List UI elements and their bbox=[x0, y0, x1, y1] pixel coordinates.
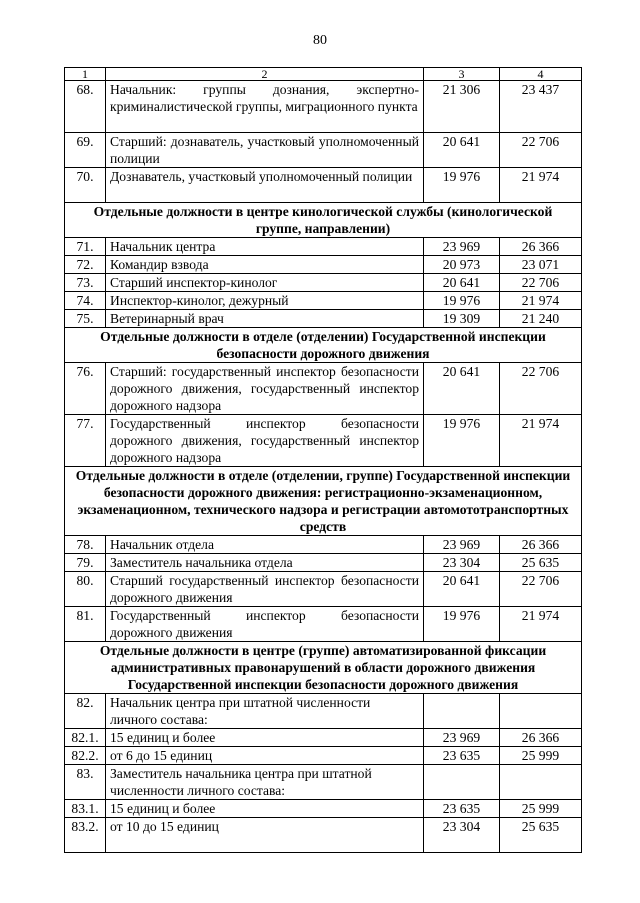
table-row bbox=[65, 729, 582, 747]
table-row bbox=[65, 800, 582, 818]
salary-value-1: 20 641 bbox=[424, 274, 500, 292]
position-name: Старший: дознаватель, участковый уполномоченный полиции bbox=[106, 133, 424, 168]
salary-value-1: 23 969 bbox=[424, 238, 500, 256]
salary-value-2 bbox=[500, 694, 582, 729]
table-row bbox=[65, 765, 582, 800]
section-title: Отдельные должности в центре (группе) автоматизированной фиксации административных правонарушений в области дорожного движения Государственной инспекции безопасности дорожного движения bbox=[65, 642, 582, 694]
salary-value-1: 19 309 bbox=[424, 310, 500, 328]
row-number: 82.2. bbox=[65, 747, 106, 765]
salary-value-2: 22 706 bbox=[500, 133, 582, 168]
row-number: 71. bbox=[65, 238, 106, 256]
section-header-row bbox=[65, 203, 582, 238]
table-row bbox=[65, 274, 582, 292]
page-number: 80 bbox=[313, 33, 327, 48]
row-number: 77. bbox=[65, 415, 106, 467]
salary-value-2: 23 437 bbox=[500, 81, 582, 133]
salary-value-1: 23 304 bbox=[424, 818, 500, 853]
position-name: Государственный инспектор безопасности дорожного движения bbox=[106, 607, 424, 642]
table-row bbox=[65, 310, 582, 328]
table-row bbox=[65, 168, 582, 203]
position-name: от 6 до 15 единиц bbox=[106, 747, 424, 765]
row-number: 81. bbox=[65, 607, 106, 642]
position-name: 15 единиц и более bbox=[106, 800, 424, 818]
position-name: Старший государственный инспектор безопасности дорожного движения bbox=[106, 572, 424, 607]
header-col-2: 2 bbox=[106, 68, 424, 81]
salary-value-1: 19 976 bbox=[424, 168, 500, 203]
salary-value-2: 25 999 bbox=[500, 747, 582, 765]
position-name: Начальник центра bbox=[106, 238, 424, 256]
row-number: 83.1. bbox=[65, 800, 106, 818]
row-number: 75. bbox=[65, 310, 106, 328]
salary-value-2: 26 366 bbox=[500, 729, 582, 747]
section-header-row bbox=[65, 467, 582, 536]
position-name: Начальник центра при штатной численности личного состава: bbox=[106, 694, 424, 729]
salary-value-1: 19 976 bbox=[424, 292, 500, 310]
section-header-row bbox=[65, 328, 582, 363]
salary-value-2: 22 706 bbox=[500, 274, 582, 292]
salary-table bbox=[64, 67, 582, 853]
salary-value-1 bbox=[424, 765, 500, 800]
salary-value-1: 19 976 bbox=[424, 607, 500, 642]
position-name: Заместитель начальника центра при штатной численности личного состава: bbox=[106, 765, 424, 800]
salary-value-1: 21 306 bbox=[424, 81, 500, 133]
position-name: 15 единиц и более bbox=[106, 729, 424, 747]
row-number: 78. bbox=[65, 536, 106, 554]
table-row bbox=[65, 256, 582, 274]
row-number: 68. bbox=[65, 81, 106, 133]
row-number: 83.2. bbox=[65, 818, 106, 853]
row-number: 76. bbox=[65, 363, 106, 415]
table-row bbox=[65, 554, 582, 572]
table-row bbox=[65, 536, 582, 554]
salary-value-1: 19 976 bbox=[424, 415, 500, 467]
salary-value-2 bbox=[500, 765, 582, 800]
table-row bbox=[65, 81, 582, 133]
table-row bbox=[65, 133, 582, 168]
section-header-row bbox=[65, 642, 582, 694]
position-name: Дознаватель, участковый уполномоченный полиции bbox=[106, 168, 424, 203]
salary-value-1: 23 635 bbox=[424, 800, 500, 818]
salary-value-1: 23 969 bbox=[424, 536, 500, 554]
table-row bbox=[65, 363, 582, 415]
row-number: 82. bbox=[65, 694, 106, 729]
salary-value-2: 25 635 bbox=[500, 554, 582, 572]
table-row bbox=[65, 572, 582, 607]
position-name: Командир взвода bbox=[106, 256, 424, 274]
salary-value-2: 21 974 bbox=[500, 607, 582, 642]
table-row bbox=[65, 607, 582, 642]
salary-value-1: 20 973 bbox=[424, 256, 500, 274]
table-row bbox=[65, 747, 582, 765]
position-name: Старший: государственный инспектор безопасности дорожного движения, государственный инспектор дорожного надзора bbox=[106, 363, 424, 415]
row-number: 80. bbox=[65, 572, 106, 607]
section-title: Отдельные должности в центре кинологической службы (кинологической группе, направлении) bbox=[65, 203, 582, 238]
row-number: 70. bbox=[65, 168, 106, 203]
section-title: Отдельные должности в отделе (отделении) Государственной инспекции безопасности дорожного движения bbox=[65, 328, 582, 363]
salary-value-1: 23 304 bbox=[424, 554, 500, 572]
position-name: Заместитель начальника отдела bbox=[106, 554, 424, 572]
table-row bbox=[65, 694, 582, 729]
salary-value-2: 26 366 bbox=[500, 536, 582, 554]
salary-value-2: 21 974 bbox=[500, 292, 582, 310]
table-row bbox=[65, 415, 582, 467]
header-col-4: 4 bbox=[500, 68, 582, 81]
row-number: 69. bbox=[65, 133, 106, 168]
section-title: Отдельные должности в отделе (отделении, группе) Государственной инспекции безопасности дорожного движения: регистрационно-экзаменационном, экзаменационном, технического надзора и регистрации автомототранспортных средств bbox=[65, 467, 582, 536]
salary-value-2: 25 635 bbox=[500, 818, 582, 853]
row-number: 82.1. bbox=[65, 729, 106, 747]
row-number: 72. bbox=[65, 256, 106, 274]
salary-value-1: 20 641 bbox=[424, 363, 500, 415]
salary-value-2: 22 706 bbox=[500, 363, 582, 415]
salary-value-1: 20 641 bbox=[424, 133, 500, 168]
salary-value-1 bbox=[424, 694, 500, 729]
row-number: 79. bbox=[65, 554, 106, 572]
position-name: от 10 до 15 единиц bbox=[106, 818, 424, 853]
header-col-3: 3 bbox=[424, 68, 500, 81]
position-name: Ветеринарный врач bbox=[106, 310, 424, 328]
salary-value-2: 25 999 bbox=[500, 800, 582, 818]
salary-value-2: 26 366 bbox=[500, 238, 582, 256]
salary-value-2: 21 974 bbox=[500, 168, 582, 203]
salary-value-2: 21 974 bbox=[500, 415, 582, 467]
position-name: Инспектор-кинолог, дежурный bbox=[106, 292, 424, 310]
table-row bbox=[65, 238, 582, 256]
salary-value-2: 21 240 bbox=[500, 310, 582, 328]
header-col-1: 1 bbox=[65, 68, 106, 81]
position-name: Начальник отдела bbox=[106, 536, 424, 554]
salary-value-1: 20 641 bbox=[424, 572, 500, 607]
salary-value-2: 23 071 bbox=[500, 256, 582, 274]
position-name: Старший инспектор-кинолог bbox=[106, 274, 424, 292]
table-row bbox=[65, 292, 582, 310]
position-name: Начальник: группы дознания, экспертно-криминалистической группы, миграционного пункта bbox=[106, 81, 424, 133]
table-row bbox=[65, 818, 582, 853]
salary-value-1: 23 635 bbox=[424, 747, 500, 765]
row-number: 74. bbox=[65, 292, 106, 310]
salary-value-2: 22 706 bbox=[500, 572, 582, 607]
row-number: 83. bbox=[65, 765, 106, 800]
salary-value-1: 23 969 bbox=[424, 729, 500, 747]
table-header-row bbox=[65, 68, 582, 81]
position-name: Государственный инспектор безопасности дорожного движения, государственный инспектор дорожного надзора bbox=[106, 415, 424, 467]
row-number: 73. bbox=[65, 274, 106, 292]
